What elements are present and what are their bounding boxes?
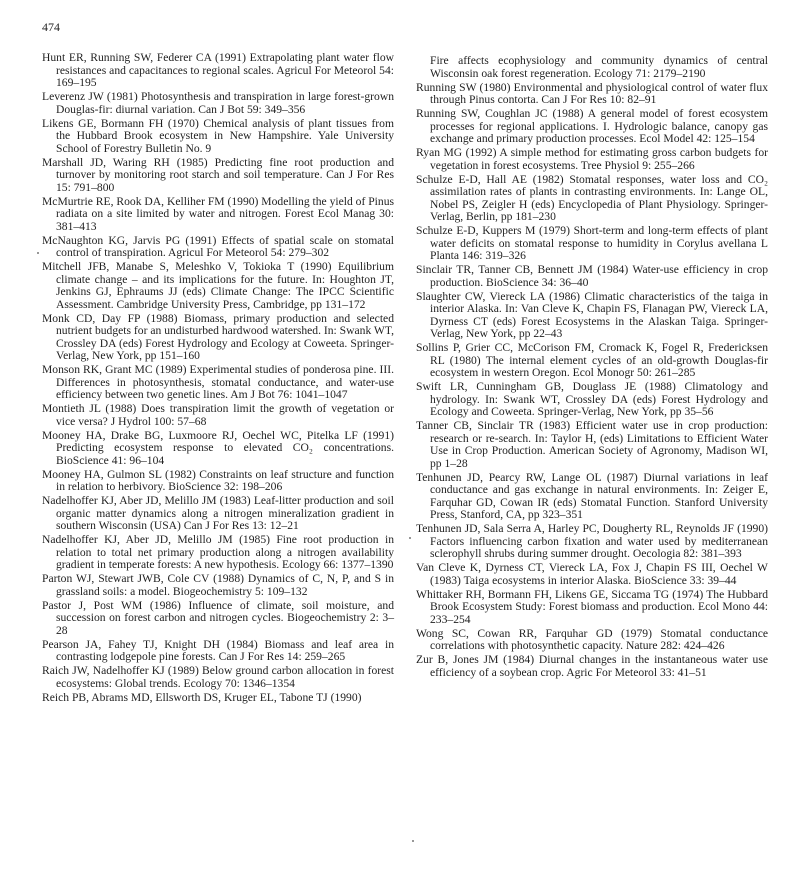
reference-entry: Pastor J, Post WM (1986) Influence of climate, soil moisture, and succession on forest carbon and nitrogen cycles. Biogeochemistry 2: 3–28	[42, 598, 394, 637]
reference-entry: Running SW (1980) Environmental and physiological control of water flux through Pinus contorta. Can J For Res 10: 82–91	[416, 80, 768, 106]
reference-entry: Mitchell JFB, Manabe S, Meleshko V, Tokioka T (1990) Equilibrium climate change – and its implications for the future. In: Houghton JT, Jenkins GJ, Ephraums JJ (eds) Climate Change: The IPCC Scientific Assessment. Cambridge University Press, Cambridge, pp 131–172	[42, 260, 394, 311]
reference-entry: Nadelhoffer KJ, Aber JD, Melillo JM (1983) Leaf-litter production and soil organic matter dynamics along a nitrogen mineralization gradient in southern Wisconsin (USA) Can J For Res 13: 12–21	[42, 494, 394, 532]
reference-column-left	[42, 52, 394, 706]
reference-entry: Tenhunen JD, Pearcy RW, Lange OL (1987) Diurnal variations in leaf conductance and gas exchange in natural environments. In: Zeiger E, Farquhar GD, Cowan IR (eds) Stomatal Function. Stanford University Press, Stanford, CA, pp 323–351	[416, 470, 768, 521]
reference-entry: Ryan MG (1992) A simple method for estimating gross carbon budgets for vegetation in forest ecosystems. Tree Physiol 9: 255–266	[416, 146, 768, 172]
reference-entry: Pearson JA, Fahey TJ, Knight DH (1984) Biomass and leaf area in contrasting lodgepole pine forests. Can J For Res 14: 259–265	[42, 637, 394, 663]
reference-entry: Running SW, Coughlan JC (1988) A general model of forest ecosystem processes for regional applications. I. Hydrologic balance, canopy gas exchange and primary production processes. Ecol Model 42: 125–154	[416, 107, 768, 145]
reference-entry: Raich JW, Nadelhoffer KJ (1989) Below ground carbon allocation in forest ecosystems: Global trends. Ecology 70: 1346–1354	[42, 664, 394, 690]
reference-entry: Slaughter CW, Viereck LA (1986) Climatic characteristics of the taiga in interior Alaska. In: Van Cleve K, Chapin FS, Flanagan PW, Viereck LA, Dyrness CT (eds) Forest Ecosystems in the Alaskan Taiga. Springer-Verlag, New York, pp 22–43	[416, 289, 768, 340]
reference-entry: McMurtrie RE, Rook DA, Kelliher FM (1990) Modelling the yield of Pinus radiata on a site limited by water and nitrogen. Forest Ecol Manag 30: 381–413	[42, 194, 394, 233]
reference-entry: Mooney HA, Gulmon SL (1982) Constraints on leaf structure and function in relation to herbivory. BioScience 32: 198–206	[42, 467, 394, 493]
reference-entry: Monk CD, Day FP (1988) Biomass, primary production and selected nutrient budgets for an undisturbed hardwood watershed. In: Swank WT, Crossley DA (eds) Forest Hydrology and Ecology at Coweeta. Springer-Verlag, New York, pp 151–160	[42, 311, 394, 362]
reference-entry: Hunt ER, Running SW, Federer CA (1991) Extrapolating plant water flow resistances and capacitances to regional scales. Agricul For Meteorol 54: 169–195	[42, 51, 394, 89]
scan-speck	[409, 537, 411, 539]
reference-entry: Parton WJ, Stewart JWB, Cole CV (1988) Dynamics of C, N, P, and S in grassland soils: a model. Biogeochemistry 5: 109–132	[42, 572, 394, 598]
reference-entry: Monson RK, Grant MC (1989) Experimental studies of ponderosa pine. III. Differences in photosynthesis, stomatal conductance, and water-use efficiency between two genetic lines. Am J Bot 76: 1041–1047	[42, 363, 394, 401]
reference-entry: Montieth JL (1988) Does transpiration limit the growth of vegetation or vice versa? J Hydrol 100: 57–68	[42, 402, 394, 428]
reference-entry: Whittaker RH, Bormann FH, Likens GE, Siccama TG (1974) The Hubbard Brook Ecosystem Study: Forest biomass and production. Ecol Mono 44: 233–254	[416, 587, 768, 626]
reference-entry: Swift LR, Cunningham GB, Douglass JE (1988) Climatology and hydrology. In: Swank WT, Crossley DA (eds) Forest Hydrology and Ecology and Coweeta. Springer-Verlag, New York, pp 35–56	[416, 380, 768, 418]
reference-entry: Marshall JD, Waring RH (1985) Predicting fine root production and turnover by monitoring root starch and soil temperature. Can J For Res 15: 791–800	[42, 155, 394, 194]
reference-entry: Schulze E-D, Kuppers M (1979) Short-term and long-term effects of plant water deficits on stomatal response to humidity in Corylus avellana L Planta 146: 319–326	[416, 224, 768, 262]
scan-speck	[412, 840, 414, 842]
reference-entry: Tanner CB, Sinclair TR (1983) Efficient water use in crop production: research or re-search. In: Taylor H, (eds) Limitations to Efficient Water Use in Crop Production. American Society of Agronomy, Madison WI, pp 1–28	[416, 419, 768, 470]
page-number: 474	[42, 20, 60, 34]
reference-entry: Schulze E-D, Hall AE (1982) Stomatal responses, water loss and CO₂ assimilation rates of plants in contrasting environments. In: Lange OL, Nobel PS, Zeigler H (eds) Encyclopedia of Plant Physiology. Springer-Verlag, Berlin, pp 181–230	[416, 172, 768, 223]
reference-entry: Zur B, Jones JM (1984) Diurnal changes in the instantaneous water use efficiency of a soybean crop. Agric For Meteorol 33: 41–51	[416, 653, 768, 679]
reference-entry: Leverenz JW (1981) Photosynthesis and transpiration in large forest-grown Douglas-fir: diurnal variation. Can J Bot 59: 349–356	[42, 90, 394, 116]
reference-entry: Sinclair TR, Tanner CB, Bennett JM (1984) Water-use efficiency in crop production. BioScience 34: 36–40	[416, 263, 768, 289]
reference-entry: Van Cleve K, Dyrness CT, Viereck LA, Fox J, Chapin FS III, Oechel W (1983) Taiga ecosystems in interior Alaska. BioScience 33: 39–44	[416, 561, 768, 587]
reference-entry: Mooney HA, Drake BG, Luxmoore RJ, Oechel WC, Pitelka LF (1991) Predicting ecosystem response to elevated CO₂ concentrations. BioScience 41: 96–104	[42, 428, 394, 467]
reference-entry: McNaughton KG, Jarvis PG (1991) Effects of spatial scale on stomatal control of transpiration. Agricul For Meteorol 54: 279–302	[42, 233, 394, 259]
reference-continuation: Fire affects ecophysiology and community dynamics of central Wisconsin oak forest regeneration. Ecology 71: 2179–2190	[430, 54, 768, 80]
reference-entry: Reich PB, Abrams MD, Ellsworth DS, Kruger EL, Tabone TJ (1990)	[42, 690, 362, 704]
reference-entry: Sollins P, Grier CC, McCorison FM, Cromack K, Fogel R, Fredericksen RL (1980) The internal element cycles of an old-growth Douglas-fir ecosystem in western Oregon. Ecol Monogr 50: 261–285	[416, 341, 768, 379]
reference-entry: Wong SC, Cowan RR, Farquhar GD (1979) Stomatal conductance correlations with photosynthetic capacity. Nature 282: 424–426	[416, 626, 768, 652]
reference-entry: Likens GE, Bormann FH (1970) Chemical analysis of plant tissues from the Hubbard Brook ecosystem in New Hampshire. Yale University School of Forestry Bulletin No. 9	[42, 116, 394, 155]
reference-entry: Nadelhoffer KJ, Aber JD, Melillo JM (1985) Fine root production in relation to total net primary production along a nitrogen availability gradient in temperate forests: A new hypothesis. Ecology 66: 1377–1390	[42, 533, 394, 571]
reference-column-right	[416, 55, 768, 681]
scan-speck	[37, 252, 39, 254]
reference-entry: Tenhunen JD, Sala Serra A, Harley PC, Dougherty RL, Reynolds JF (1990) Factors influencing carbon fixation and water used by mediterranean sclerophyll shrubs during summer drought. Oecologia 82: 381–393	[416, 522, 768, 560]
